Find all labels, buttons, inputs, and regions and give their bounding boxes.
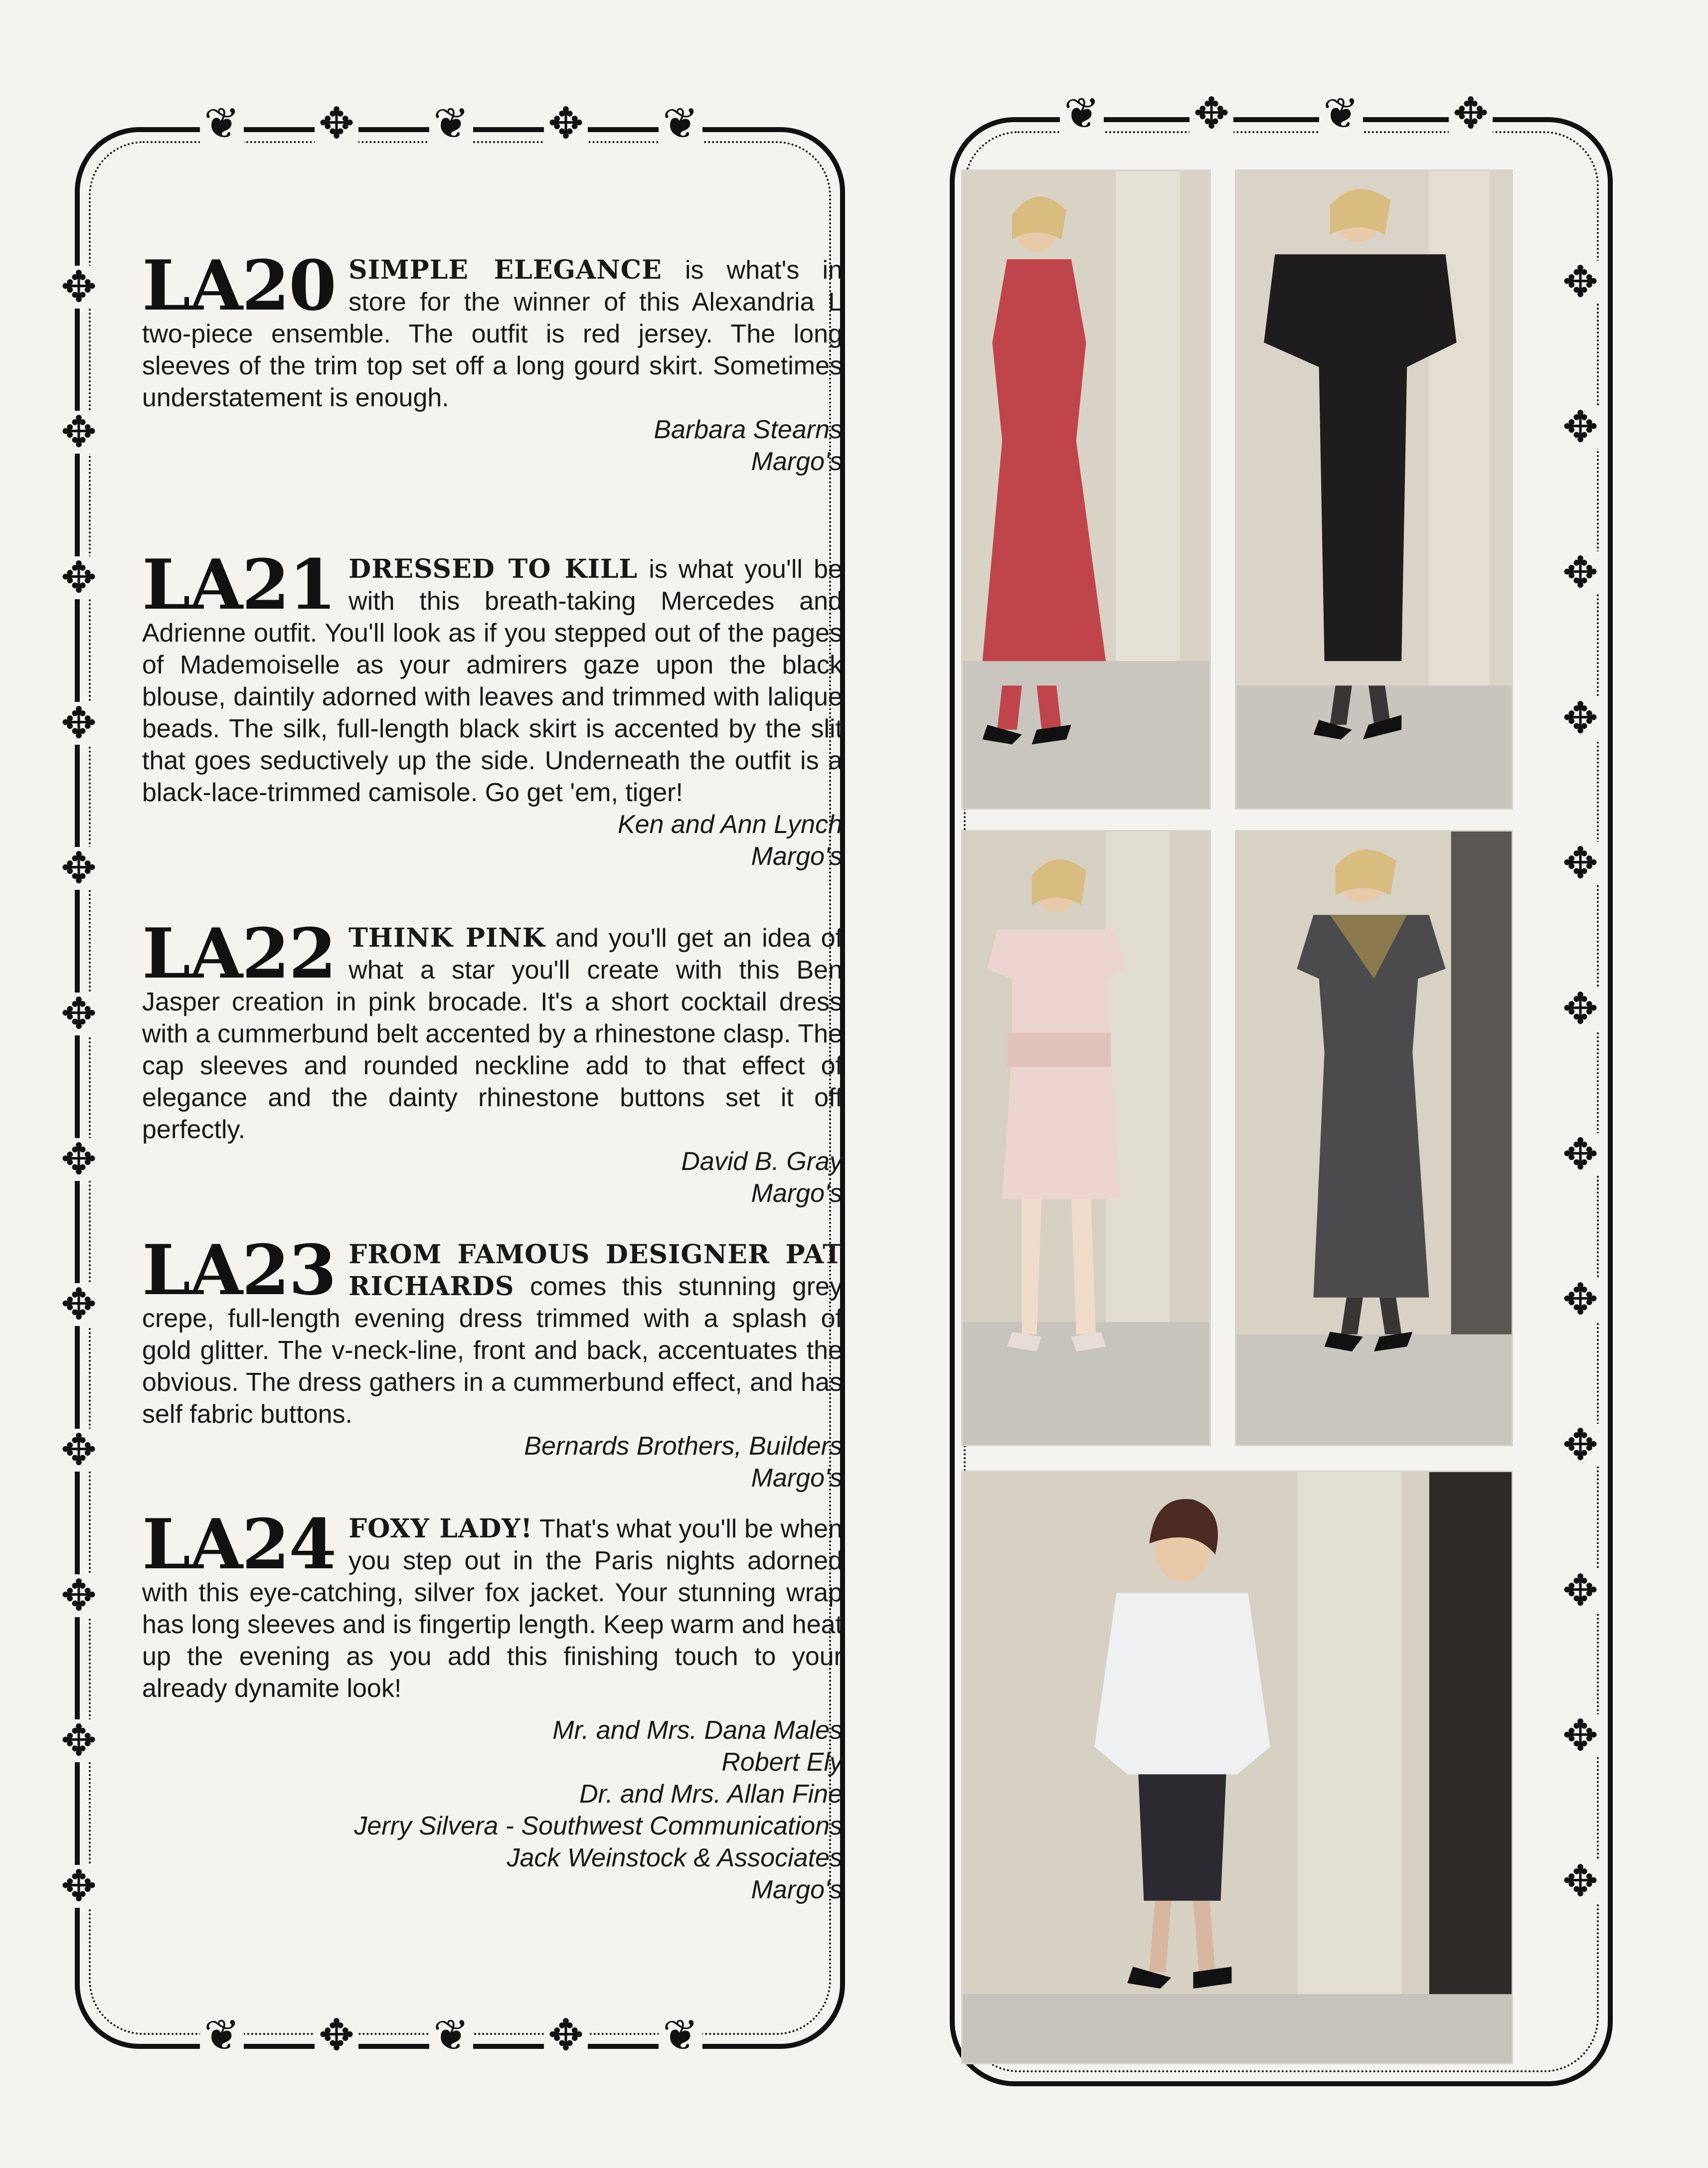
model-grey-crepe-photo <box>1235 830 1513 1446</box>
fleur-ornament-icon: ❦ <box>429 102 473 145</box>
fleur-ornament-icon: ✥ <box>1558 1424 1602 1467</box>
lot-donors <box>142 1146 843 1209</box>
fleur-ornament-icon: ✥ <box>1558 1860 1602 1903</box>
donor-line: Mr. and Mrs. Dana Males <box>552 1716 843 1745</box>
fleur-ornament-icon: ✥ <box>57 1429 101 1472</box>
fleur-ornament-icon: ✥ <box>544 2014 588 2057</box>
fleur-ornament-icon: ✥ <box>315 102 358 145</box>
fleur-ornament-icon: ❦ <box>659 2014 702 2057</box>
model-red-jersey-photo <box>961 169 1211 810</box>
auction-entry-la23 <box>142 1229 843 1494</box>
right-side-ornaments <box>1555 209 1605 1954</box>
model-black-lace-photo <box>1235 169 1513 810</box>
fleur-ornament-icon: ❦ <box>200 102 244 145</box>
lot-code: LA23 <box>142 1229 336 1311</box>
fleur-ornament-icon: ❦ <box>1319 92 1363 135</box>
fleur-ornament-icon: ✥ <box>1558 406 1602 449</box>
fleur-ornament-icon: ✥ <box>1190 92 1233 135</box>
fleur-ornament-icon: ✥ <box>544 102 588 145</box>
lot-donors <box>142 809 843 872</box>
lot-heading: THINK PINK <box>348 923 545 953</box>
fleur-ornament-icon: ✥ <box>1558 261 1602 304</box>
donor-line: Ken and Ann Lynch <box>617 810 843 839</box>
fleur-ornament-icon: ✥ <box>1558 1569 1602 1612</box>
fleur-ornament-icon: ✥ <box>57 1574 101 1617</box>
lot-code: LA20 <box>142 245 336 326</box>
fleur-ornament-icon: ✥ <box>1558 551 1602 594</box>
lot-code: LA22 <box>142 913 336 994</box>
lot-text: comes this stunning grey crepe, full-length evening dress trimmed with a splash of gold glitter. The v-neck-line, front and back, accentuates the obvious. The dress gathers in a cummerbund effect, and has self fabric buttons. <box>142 1272 843 1429</box>
fleur-ornament-icon: ❦ <box>429 2014 473 2057</box>
fleur-ornament-icon: ✥ <box>57 411 101 454</box>
donor-line: Margo's <box>751 1179 843 1208</box>
fleur-ornament-icon: ❦ <box>1060 92 1104 135</box>
fleur-ornament-icon: ❦ <box>200 2014 244 2057</box>
model-pink-brocade-photo <box>961 830 1211 1446</box>
donor-line: Margo's <box>751 1464 843 1493</box>
donor-line: David B. Gray <box>681 1147 843 1176</box>
lot-heading: FOXY LADY! <box>348 1513 533 1544</box>
donor-line: Margo's <box>751 842 843 871</box>
lot-code: LA21 <box>142 544 336 625</box>
lot-donors <box>142 1430 843 1494</box>
lot-code: LA24 <box>142 1503 336 1585</box>
fleur-ornament-icon: ✥ <box>1449 92 1493 135</box>
fleur-ornament-icon: ✥ <box>1558 1133 1602 1176</box>
fleur-ornament-icon: ✥ <box>1558 1278 1602 1321</box>
right-top-ornaments <box>1017 89 1536 139</box>
lot-text: That's what you'll be when you step out in the Paris nights adorned with this eye-catching, silver fox jacket. Your stunning wrap has long sleeves and is fingertip length. Keep warm and heat up the evening as you add this finishing touch to your already dynamite look! <box>142 1514 843 1703</box>
fleur-ornament-icon: ✥ <box>57 266 101 309</box>
donor-line: Robert Ely <box>721 1748 843 1777</box>
lot-text: is what you'll be with this breath-taking Mercedes and Adrienne outfit. You'll look as if you stepped out of the pages of Mademoiselle as your admirers gaze upon the black blouse, daintily adorned with leaves and trimmed with lalique beads. The silk, full-length black skirt is accented by the slit that goes seductively up the side. Underneath the outfit is a black-lace-trimmed camisole. Go get 'em, tiger! <box>142 555 843 807</box>
lot-heading: SIMPLE ELEGANCE <box>348 255 662 285</box>
lot-donors <box>142 414 843 478</box>
left-side-ornaments <box>54 214 104 1959</box>
donor-line: Margo's <box>751 1875 843 1904</box>
fleur-ornament-icon: ✥ <box>1558 1714 1602 1757</box>
fleur-ornament-icon: ✥ <box>1558 988 1602 1030</box>
fleur-ornament-icon: ✥ <box>57 556 101 599</box>
fleur-ornament-icon: ✥ <box>57 993 101 1035</box>
lot-text: and you'll get an idea of what a star you'll create with this Ben Jasper creation in pink brocade. It's a short cocktail dress with a cummerbund belt accented by a rhinestone clasp. The cap sleeves and rounded neckline add to that effect of elegance and the dainty rhinestone buttons set it off perfectly. <box>142 924 843 1144</box>
left-top-ornaments <box>165 99 738 149</box>
auction-entry-la22 <box>142 913 843 1209</box>
fleur-ornament-icon: ✥ <box>57 1719 101 1762</box>
lot-donors <box>142 1714 843 1906</box>
lot-heading: FROM FAMOUS DESIGNER PAT RICHARDS <box>348 1239 843 1302</box>
left-bottom-ornaments <box>165 2010 738 2060</box>
fleur-ornament-icon: ❦ <box>659 102 702 145</box>
auction-entry-la21 <box>142 544 843 872</box>
donor-line: Margo's <box>751 447 843 476</box>
fleur-ornament-icon: ✥ <box>1558 697 1602 740</box>
model-silver-fox-photo <box>961 1471 1513 2064</box>
fleur-ornament-icon: ✥ <box>57 1283 101 1326</box>
donor-line: Bernards Brothers, Builders <box>524 1432 843 1461</box>
fleur-ornament-icon: ✥ <box>57 702 101 745</box>
auction-entry-la20 <box>142 245 843 478</box>
fleur-ornament-icon: ✥ <box>57 1865 101 1908</box>
donor-line: Dr. and Mrs. Allan Fine <box>579 1780 843 1809</box>
auction-entry-la24 <box>142 1503 843 1906</box>
fleur-ornament-icon: ✥ <box>57 847 101 890</box>
donor-line: Jerry Silvera - Southwest Communications <box>354 1812 843 1840</box>
fleur-ornament-icon: ✥ <box>57 1138 101 1181</box>
donor-line: Jack Weinstock & Associates <box>507 1843 843 1872</box>
fleur-ornament-icon: ✥ <box>315 2014 358 2057</box>
fleur-ornament-icon: ✥ <box>1558 842 1602 885</box>
donor-line: Barbara Stearns <box>654 415 843 444</box>
lot-text: is what's in store for the winner of this Alexandria L two-piece ensemble. The outfit is red jersey. The long sleeves of the trim top set off a long gourd skirt. Sometimes understatement is enough. <box>142 256 843 412</box>
lot-heading: DRESSED TO KILL <box>348 554 638 584</box>
